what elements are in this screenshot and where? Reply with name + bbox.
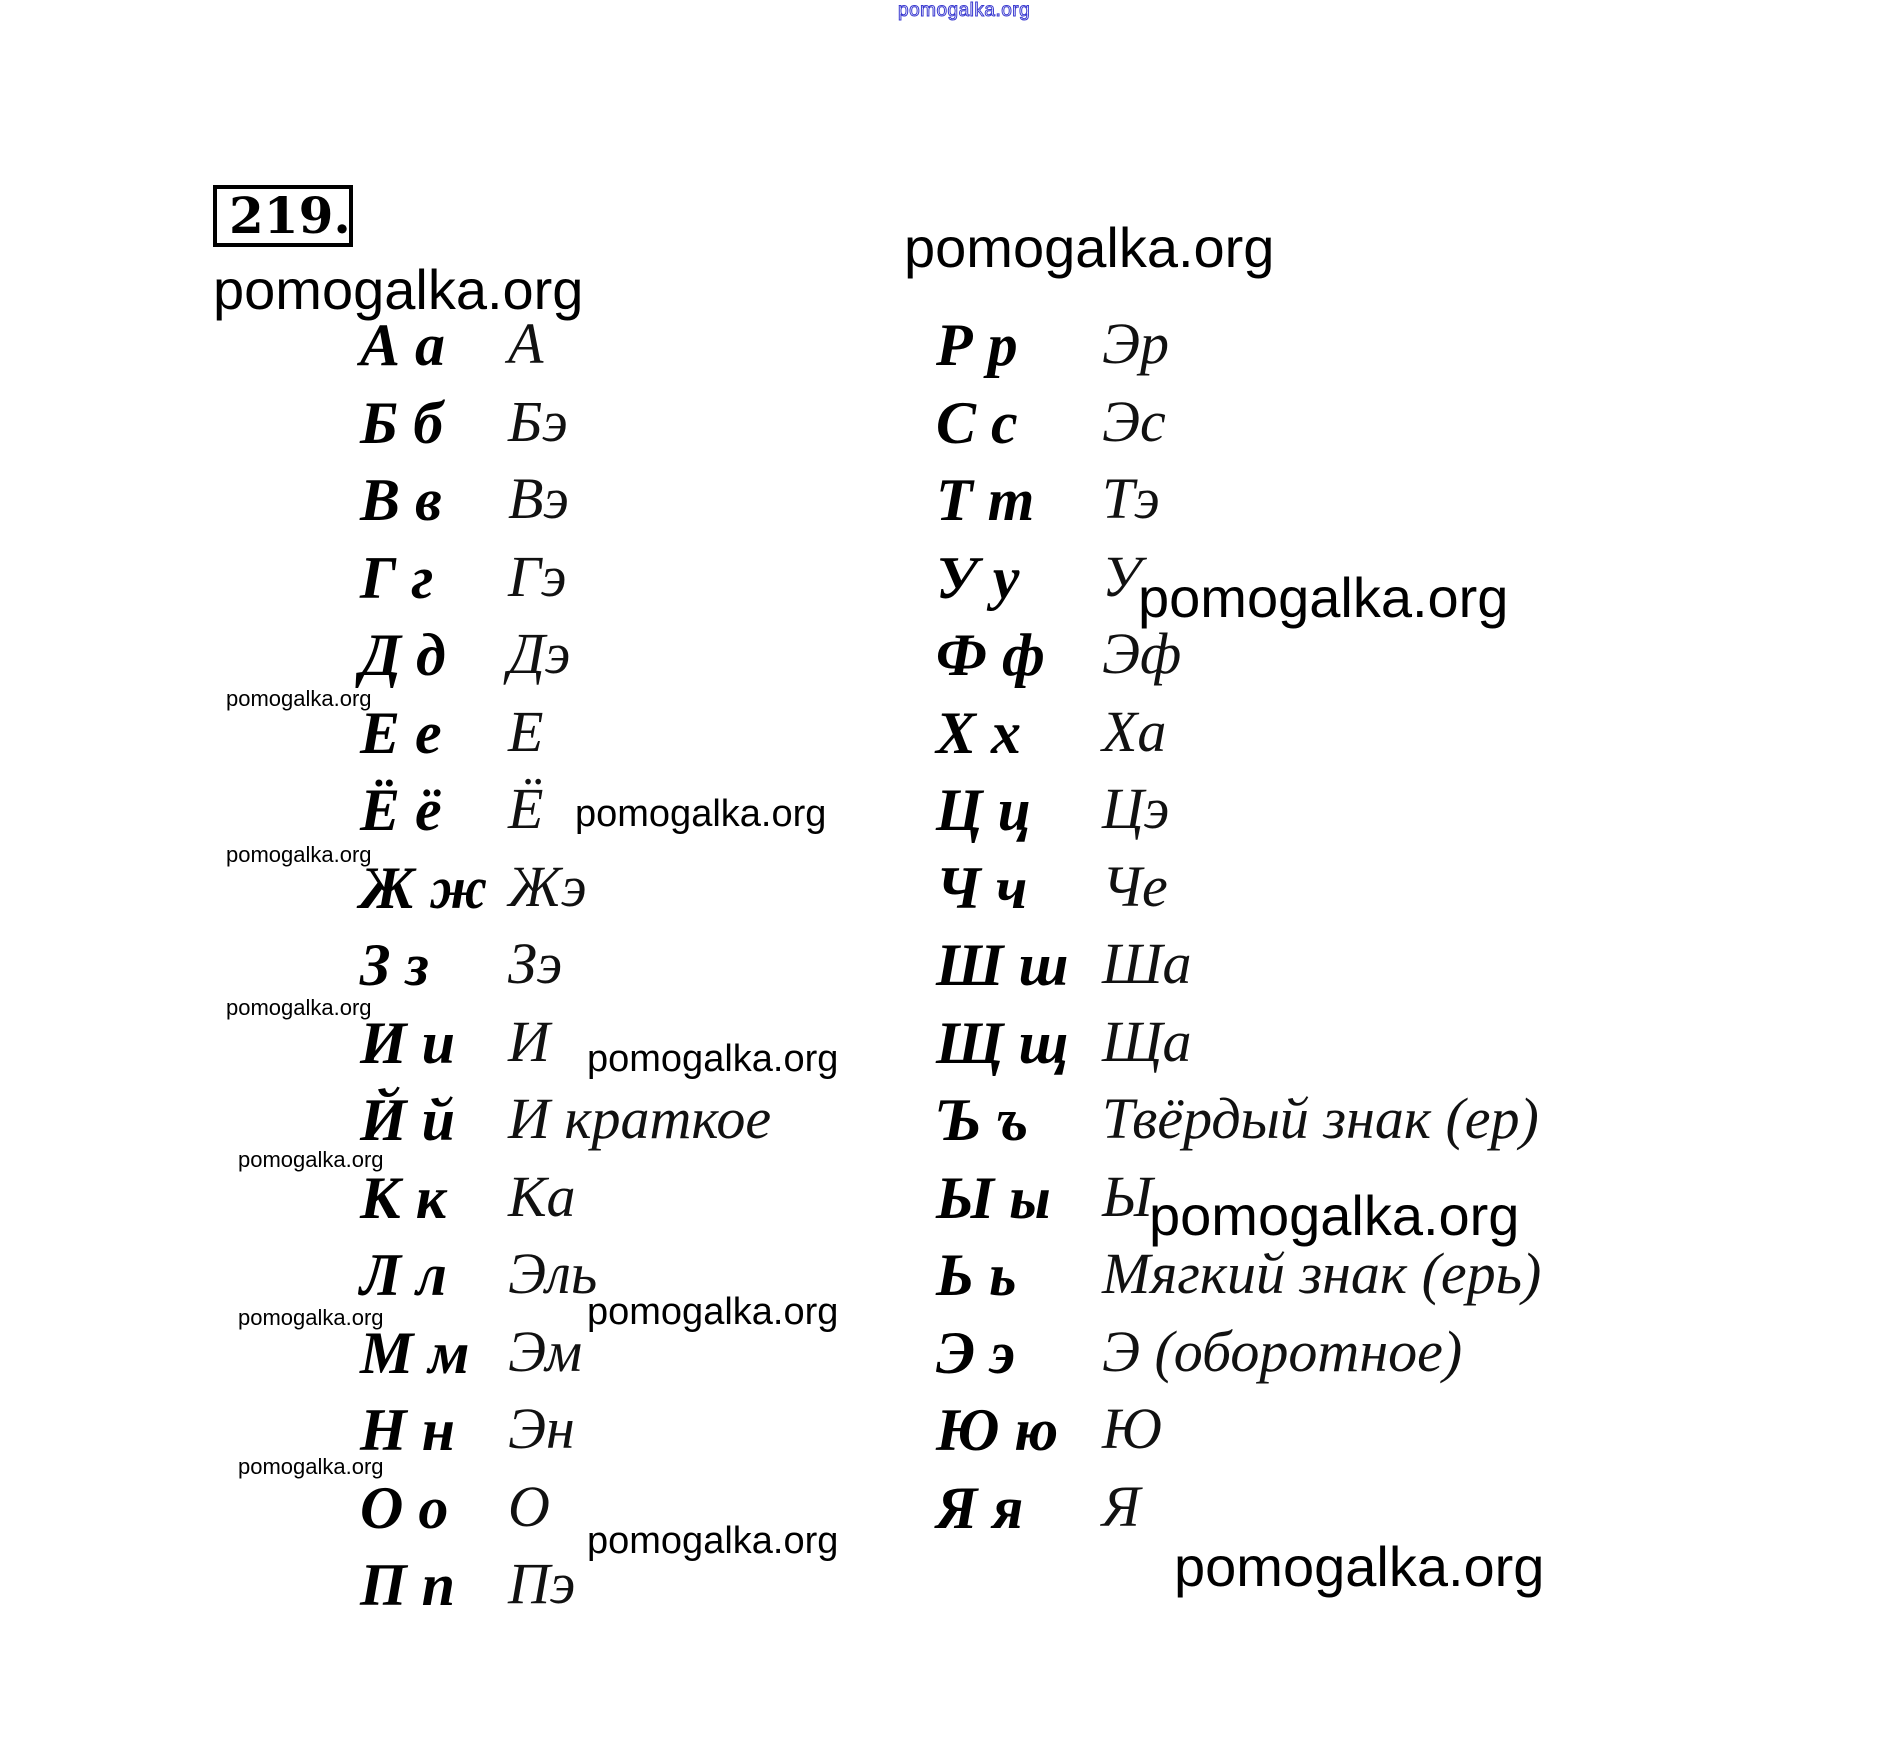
letter-name: Че: [1102, 853, 1168, 919]
letter-name: Пэ: [508, 1551, 576, 1616]
letter-name: Мягкий знак (ерь): [1102, 1241, 1542, 1306]
letter-name: Ё: [508, 776, 544, 841]
letter-name: О: [508, 1473, 550, 1539]
letter-pair: Ю ю: [936, 1397, 1059, 1463]
letter-pair: Х х: [936, 699, 1022, 766]
letter-name: Ы: [1102, 1163, 1153, 1229]
letter-pair: Л л: [360, 1242, 447, 1308]
letter-name: Эль: [508, 1241, 598, 1306]
letter-name: Жэ: [508, 853, 587, 919]
letter-name: Зэ: [508, 931, 563, 996]
watermark: pomogalka.org: [238, 1305, 384, 1330]
watermark: pomogalka.org: [226, 995, 372, 1020]
watermark: pomogalka.org: [238, 1147, 384, 1172]
letter-pair: Ы ы: [936, 1164, 1051, 1231]
letter-pair: Я я: [936, 1474, 1024, 1541]
letter-name: Я: [1102, 1473, 1141, 1539]
letter-name: Эм: [508, 1318, 583, 1384]
letter-pair: Е е: [360, 699, 442, 766]
exercise-number: 219.: [213, 185, 353, 247]
watermark: pomogalka.org: [226, 686, 372, 711]
watermark: pomogalka.org: [587, 1038, 839, 1080]
letter-pair: Н н: [360, 1397, 455, 1463]
letter-pair: А а: [360, 312, 446, 378]
watermark: pomogalka.org: [575, 793, 827, 835]
watermark: pomogalka.org: [213, 258, 584, 321]
letter-pair: Щ щ: [936, 1009, 1069, 1076]
letter-name: Цэ: [1102, 776, 1170, 841]
letter-pair: У у: [936, 544, 1020, 611]
watermark: pomogalka.org: [226, 842, 372, 867]
watermark: pomogalka.org: [587, 1520, 839, 1562]
letter-pair: Д д: [360, 622, 446, 688]
letter-pair: К к: [360, 1164, 447, 1231]
letter-pair: Й й: [360, 1087, 456, 1153]
letter-pair: Ъ ъ: [936, 1087, 1029, 1153]
letter-pair: Т т: [936, 467, 1035, 533]
letter-name: Ю: [1102, 1396, 1162, 1461]
letter-name: Ка: [508, 1163, 576, 1229]
letter-name: Тэ: [1102, 466, 1160, 531]
letter-pair: Э э: [936, 1319, 1015, 1386]
letter-name: Е: [508, 698, 544, 764]
letter-name: Вэ: [508, 466, 570, 531]
letter-name: Дэ: [508, 621, 571, 686]
letter-name: И краткое: [508, 1086, 772, 1151]
letter-pair: О о: [360, 1474, 449, 1541]
letter-name: Эс: [1102, 388, 1166, 454]
letter-pair: Ь ь: [936, 1242, 1017, 1308]
letter-pair: Б б: [360, 389, 444, 456]
watermark: pomogalka.org: [1138, 566, 1509, 629]
letter-name: Ша: [1102, 931, 1192, 996]
letter-pair: И и: [360, 1009, 456, 1076]
letter-name: Ща: [1102, 1008, 1192, 1074]
letter-pair: С с: [936, 389, 1018, 456]
letter-pair: Ц ц: [936, 777, 1032, 843]
letter-pair: Г г: [360, 544, 434, 611]
letter-pair: Ж ж: [360, 854, 488, 921]
watermark: pomogalka.org: [238, 1454, 384, 1479]
letter-pair: Ё ё: [360, 777, 442, 843]
letter-name: Эн: [508, 1396, 575, 1461]
letter-pair: Ч ч: [936, 854, 1028, 921]
letter-name: Э (оборотное): [1102, 1318, 1463, 1384]
letter-pair: Р р: [936, 312, 1018, 378]
letter-name: Ха: [1102, 698, 1167, 764]
letter-pair: Ш ш: [936, 932, 1069, 998]
watermark: pomogalka.org: [587, 1291, 839, 1333]
letter-name: У: [1102, 543, 1142, 609]
watermark: pomogalka.org: [1149, 1184, 1520, 1247]
letter-name: Эф: [1102, 621, 1182, 686]
watermark: pomogalka.org: [1174, 1535, 1545, 1598]
letter-pair: З з: [360, 932, 429, 998]
letter-name: И: [508, 1008, 550, 1074]
letter-pair: В в: [360, 467, 442, 533]
letter-name: Гэ: [508, 543, 567, 609]
letter-name: А: [508, 311, 544, 376]
letter-name: Бэ: [508, 388, 568, 454]
header-watermark: pomogalka.org: [898, 0, 1031, 21]
letter-pair: М м: [360, 1319, 470, 1386]
letter-name: Твёрдый знак (ер): [1102, 1086, 1539, 1151]
letter-name: Эр: [1102, 311, 1169, 376]
watermark: pomogalka.org: [904, 216, 1275, 279]
letter-pair: Ф ф: [936, 622, 1045, 688]
letter-pair: П п: [360, 1552, 456, 1618]
